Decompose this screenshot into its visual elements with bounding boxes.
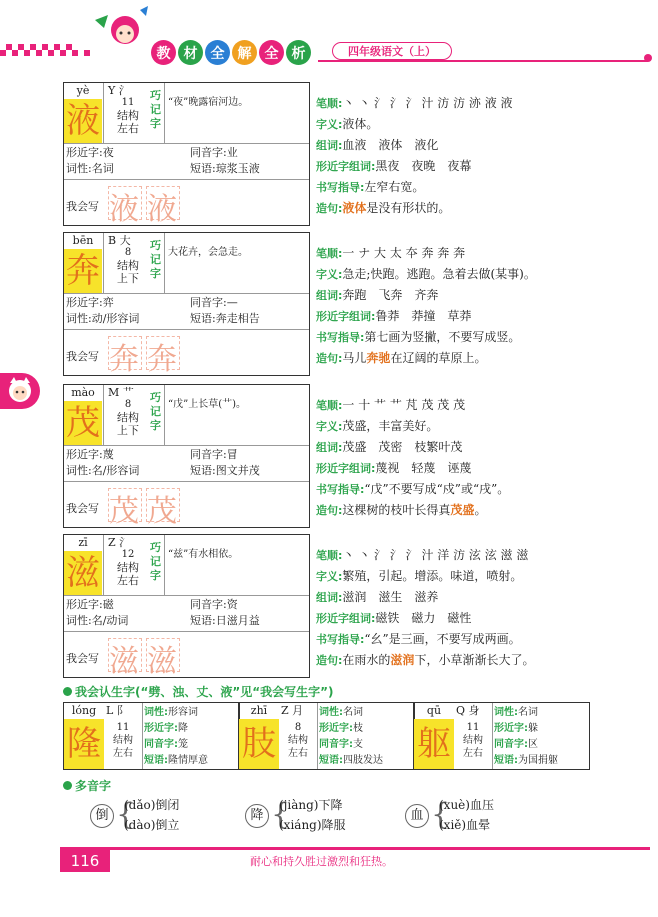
logo-char: 全 <box>205 40 230 65</box>
stroke-order-row: 笔顺:一 ナ 大 太 夲 奔 奔 奔 <box>316 246 466 260</box>
card-radical: Y 氵 <box>108 84 130 97</box>
polyphone-item: 降 { (jiàng)下降 (xiáng)降服 <box>245 796 395 836</box>
similar-words-row: 形近字组词:磁铁 磁力 磁性 <box>316 611 472 625</box>
polyphone-reading-2: (dào)倒立 <box>124 818 180 832</box>
header-decoration <box>0 0 658 62</box>
rcard-pinyin: zhī <box>250 704 268 717</box>
sentence-row: 造句:这棵树的枝叶长得真茂盛。 <box>316 503 487 517</box>
card-structure: 结构 上下 <box>117 259 139 285</box>
polyphone-item: 血 { (xuè)血压 (xiě)血晕 <box>405 796 555 836</box>
footer-motto: 耐心和持久胜过激烈和狂热。 <box>250 855 393 868</box>
recognize-card <box>413 702 590 770</box>
card-structure: 结构 左右 <box>117 109 139 135</box>
card-similar: 形近字:夜 <box>66 146 114 159</box>
card-pos: 词性:名/形容词 <box>66 464 140 477</box>
polyphone-reading-1: (dǎo)倒闭 <box>124 798 180 812</box>
practice-char: 液 <box>147 192 177 227</box>
word-group-row: 组词:茂盛 茂密 枝繁叶茂 <box>316 440 463 454</box>
char-card <box>63 232 310 376</box>
word-group-row: 组词:滋润 滋生 滋养 <box>316 590 439 604</box>
practice-char: 滋 <box>147 644 177 679</box>
char-card <box>63 534 310 678</box>
sentence-row: 造句:在雨水的滋润下，小草渐渐长大了。 <box>316 653 535 667</box>
practice-char: 茂 <box>147 494 177 529</box>
meaning-row: 字义:繁殖，引起。增添。味道，喷射。 <box>316 569 523 583</box>
word-group-row: 组词:血液 液体 液化 <box>316 138 439 152</box>
char-card <box>63 384 310 528</box>
practice-char: 茂 <box>109 494 139 529</box>
card-rhyme: “兹”有水相依。 <box>168 549 239 560</box>
polyphone-char: 降 <box>245 804 269 828</box>
polyphone-char: 血 <box>405 804 429 828</box>
card-similar: 形近字:蔑 <box>66 448 114 461</box>
practice-char: 奔 <box>109 342 139 377</box>
card-strokes: 12 <box>121 549 135 560</box>
tip-label: 巧记字 <box>150 239 161 280</box>
similar-words-row: 形近字组词:黑夜 夜晚 夜幕 <box>316 159 472 173</box>
card-phrase: 短语:琼浆玉液 <box>190 162 260 175</box>
card-strokes: 8 <box>124 399 132 410</box>
card-radical: Z 氵 <box>108 536 131 549</box>
card-pinyin: bēn <box>72 234 94 247</box>
writing-guide-row: 书写指导:“幺”是三画，不要写成两画。 <box>316 632 521 646</box>
rcard-radical: L 阝 <box>106 704 128 717</box>
rcard-pinyin: lóng <box>71 704 97 717</box>
stroke-order-row: 笔顺:丶 丶 氵 氵 氵 汁 汸 汸 洂 液 液 <box>316 96 513 110</box>
polyphone-reading-2: (xiáng)降服 <box>279 818 346 832</box>
card-char: 液 <box>66 101 100 141</box>
rcard-strokes: 8 结构 左右 <box>288 722 308 759</box>
card-homophone: 同音字:— <box>190 296 238 309</box>
practice-label: 我会写 <box>66 502 99 515</box>
card-pinyin: zī <box>78 536 88 549</box>
rcard-strokes: 11 结构 左右 <box>463 722 483 759</box>
practice-label: 我会写 <box>66 652 99 665</box>
logo-char: 全 <box>259 40 284 65</box>
rcard-radical: Z 月 <box>281 704 304 717</box>
writing-guide-row: 书写指导:“戊”不要写成“戍”或“戌”。 <box>316 482 510 496</box>
rcard-strokes: 11 结构 左右 <box>113 722 133 759</box>
polyphone-item: 倒 { (dǎo)倒闭 (dào)倒立 <box>90 796 240 836</box>
practice-label: 我会写 <box>66 350 99 363</box>
card-pos: 词性:名/动词 <box>66 614 129 627</box>
logo-char: 解 <box>232 40 257 65</box>
logo-char: 教 <box>151 40 176 65</box>
rcard-char: 躯 <box>414 719 454 769</box>
card-similar: 形近字:磁 <box>66 598 114 611</box>
recognize-card <box>63 702 240 770</box>
subject-badge: 四年级语文（上） <box>332 42 452 60</box>
card-strokes: 11 <box>121 97 135 108</box>
card-rhyme: “戊”上长草(艹)。 <box>168 399 247 410</box>
side-tab <box>0 373 40 409</box>
rcard-pinyin: qū <box>426 704 442 717</box>
card-homophone: 同音字:业 <box>190 146 238 159</box>
card-similar: 形近字:弈 <box>66 296 114 309</box>
polyphone-reading-1: (jiàng)下降 <box>279 798 343 812</box>
card-radical: M 艹 <box>108 386 134 399</box>
card-rhyme: 大花卉，会急走。 <box>168 247 248 258</box>
writing-guide-row: 书写指导:左窄右宽。 <box>316 180 425 194</box>
practice-char: 液 <box>109 192 139 227</box>
practice-char: 奔 <box>147 342 177 377</box>
meaning-row: 字义:急走;快跑。逃跑。急着去做(某事)。 <box>316 267 536 281</box>
stroke-order-row: 笔顺:丶 丶 氵 氵 氵 汁 洋 汸 泫 泫 滋 滋 <box>316 548 529 562</box>
page-number: 116 <box>60 850 110 872</box>
recognize-card <box>238 702 415 770</box>
polyphone-reading-1: (xuè)血压 <box>439 798 494 812</box>
similar-words-row: 形近字组词:鲁莽 莽撞 草莽 <box>316 309 472 323</box>
polyphone-heading: 多音字 <box>63 777 111 794</box>
rcard-info: 词性:名词 形近字:枝 同音字:支 短语:四肢发达 <box>319 707 383 766</box>
card-phrase: 短语:奔走相告 <box>190 312 260 325</box>
writing-guide-row: 书写指导:第七画为竖撇，不要写成竖。 <box>316 330 521 344</box>
footer-line <box>60 847 650 850</box>
card-pos: 词性:动/形容词 <box>66 312 140 325</box>
card-char: 奔 <box>66 251 100 291</box>
logo-char: 材 <box>178 40 203 65</box>
sentence-row: 造句:液体是没有形状的。 <box>316 201 451 215</box>
rcard-radical: Q 身 <box>456 704 480 717</box>
card-radical: B 大 <box>108 234 131 247</box>
rcard-info: 词性:形容词 形近字:降 同音字:笼 短语:隆情厚意 <box>144 707 208 766</box>
rcard-char: 隆 <box>64 719 104 769</box>
tip-label: 巧记字 <box>150 89 161 130</box>
tip-label: 巧记字 <box>150 541 161 582</box>
card-structure: 结构 左右 <box>117 561 139 587</box>
card-structure: 结构 上下 <box>117 411 139 437</box>
meaning-row: 字义:液体。 <box>316 117 379 131</box>
recognize-heading: 我会认生字(“劈、浊、丈、液”见“我会写生字”) <box>63 683 334 700</box>
stroke-order-row: 笔顺:一 十 艹 艹 芃 茂 茂 茂 <box>316 398 466 412</box>
card-phrase: 短语:日滋月益 <box>190 614 260 627</box>
rcard-info: 词性:名词 形近字:躲 同音字:区 短语:为国捐躯 <box>494 707 558 766</box>
card-char: 茂 <box>66 403 100 443</box>
card-pinyin: mào <box>71 386 95 399</box>
card-pos: 词性:名词 <box>66 162 114 175</box>
logo-char: 析 <box>286 40 311 65</box>
meaning-row: 字义:茂盛，丰富美好。 <box>316 419 439 433</box>
card-phrase: 短语:图文并茂 <box>190 464 260 477</box>
similar-words-row: 形近字组词:蔑视 轻蔑 诬蔑 <box>316 461 472 475</box>
polyphone-reading-2: (xiě)血晕 <box>439 818 491 832</box>
card-pinyin: yè <box>76 84 90 97</box>
card-homophone: 同音字:冒 <box>190 448 238 461</box>
char-card <box>63 82 310 226</box>
card-char: 滋 <box>66 553 100 593</box>
card-homophone: 同音字:资 <box>190 598 238 611</box>
tip-label: 巧记字 <box>150 391 161 432</box>
card-strokes: 8 <box>124 247 132 258</box>
card-rhyme: “夜”晚露宿河边。 <box>168 97 249 108</box>
practice-char: 滋 <box>109 644 139 679</box>
word-group-row: 组词:奔跑 飞奔 齐奔 <box>316 288 439 302</box>
practice-label: 我会写 <box>66 200 99 213</box>
sentence-row: 造句:马儿奔驰在辽阔的草原上。 <box>316 351 487 365</box>
rcard-char: 肢 <box>239 719 279 769</box>
polyphone-char: 倒 <box>90 804 114 828</box>
